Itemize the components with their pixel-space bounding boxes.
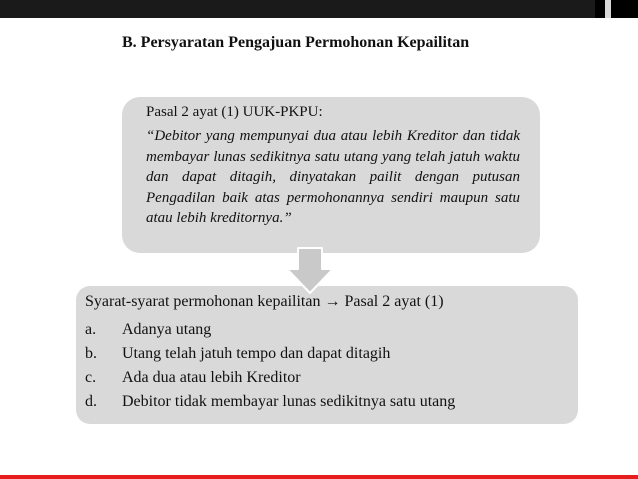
list-item <box>85 342 455 366</box>
quote-body: “Debitor yang mempunyai dua atau lebih Kreditor dan tidak membayar lunas sedikitnya satu utang yang telah jatuh waktu dan dapat ditagih, dinyatakan pailit dengan putusan Pengadilan baik atas permohonannya sendiri maupun satu atau lebih kreditornya.” <box>146 128 520 227</box>
list-item-letter: a. <box>85 321 97 338</box>
top-bar-light-stripe <box>605 0 611 18</box>
quote-source: Pasal 2 ayat (1) UUK-PKPU: <box>146 104 323 120</box>
list-item <box>85 390 455 414</box>
list-item-letter: d. <box>85 393 97 410</box>
requirements-heading: Syarat-syarat permohonan kepailitan → Pasal 2 ayat (1) <box>85 293 444 310</box>
top-bar <box>0 0 638 18</box>
down-arrow-shape <box>287 248 333 293</box>
list-item-letter: c. <box>85 369 97 386</box>
list-item-text: Utang telah jatuh tempo dan dapat ditagih <box>122 345 391 362</box>
list-item-text: Ada dua atau lebih Kreditor <box>122 369 301 386</box>
top-bar-corner-accent <box>595 0 638 18</box>
list-item-text: Adanya utang <box>122 321 212 338</box>
list-item <box>85 318 455 342</box>
quote-text-block <box>146 102 520 228</box>
list-item <box>85 366 455 390</box>
slide-title: B. Persyaratan Pengajuan Permohonan Kepailitan <box>122 34 470 51</box>
down-arrow-icon <box>286 247 334 295</box>
bottom-accent-line <box>0 475 638 479</box>
list-item-letter: b. <box>85 345 97 362</box>
list-item-text: Debitor tidak membayar lunas sedikitnya satu utang <box>122 393 456 410</box>
requirements-list <box>85 318 455 414</box>
